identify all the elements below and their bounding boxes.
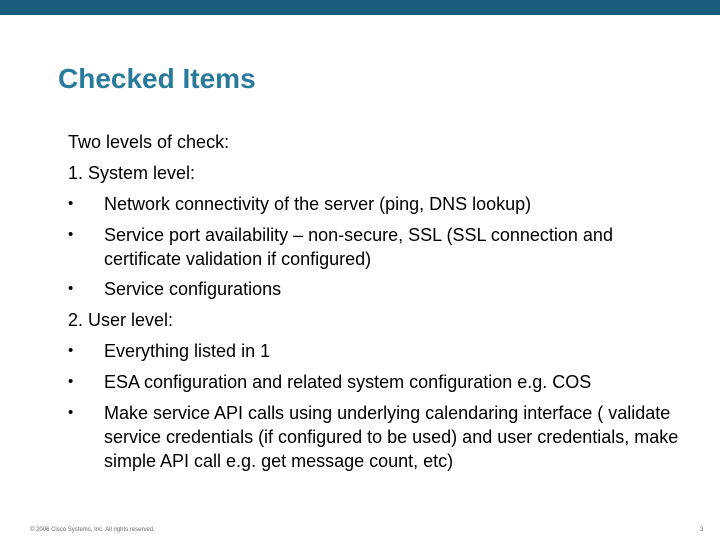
list-item-text: Service configurations: [104, 279, 282, 299]
slide-title: Checked Items: [58, 63, 256, 94]
list-item-text: Make service API calls using underlying calendaring interface ( validate service credentials (if configured to be used) and user credentials, make simple API call e.g. get message count, etc): [104, 403, 679, 471]
bullet-icon: •: [68, 226, 74, 243]
bullet-icon: •: [68, 342, 74, 359]
list-item-text: ESA configuration and related system configuration e.g. COS: [104, 372, 592, 392]
bullet-icon: •: [68, 195, 74, 212]
section-heading-system: 1. System level:: [68, 163, 196, 183]
top-bar: [0, 0, 720, 15]
bullet-icon: •: [68, 280, 74, 297]
page-number: 3: [700, 527, 704, 533]
intro-text: Two levels of check:: [68, 132, 230, 152]
bullet-icon: •: [68, 404, 74, 421]
bullet-icon: •: [68, 373, 74, 390]
copyright-footer: © 2006 Cisco Systems, Inc. All rights reserved.: [30, 527, 155, 533]
section-heading-user: 2. User level:: [68, 310, 174, 330]
list-item-text: Everything listed in 1: [104, 341, 271, 361]
list-item-text: Network connectivity of the server (ping, DNS lookup): [104, 194, 532, 214]
list-item-text: Service port availability – non-secure, SSL (SSL connection and certificate validation if configured): [104, 225, 613, 269]
